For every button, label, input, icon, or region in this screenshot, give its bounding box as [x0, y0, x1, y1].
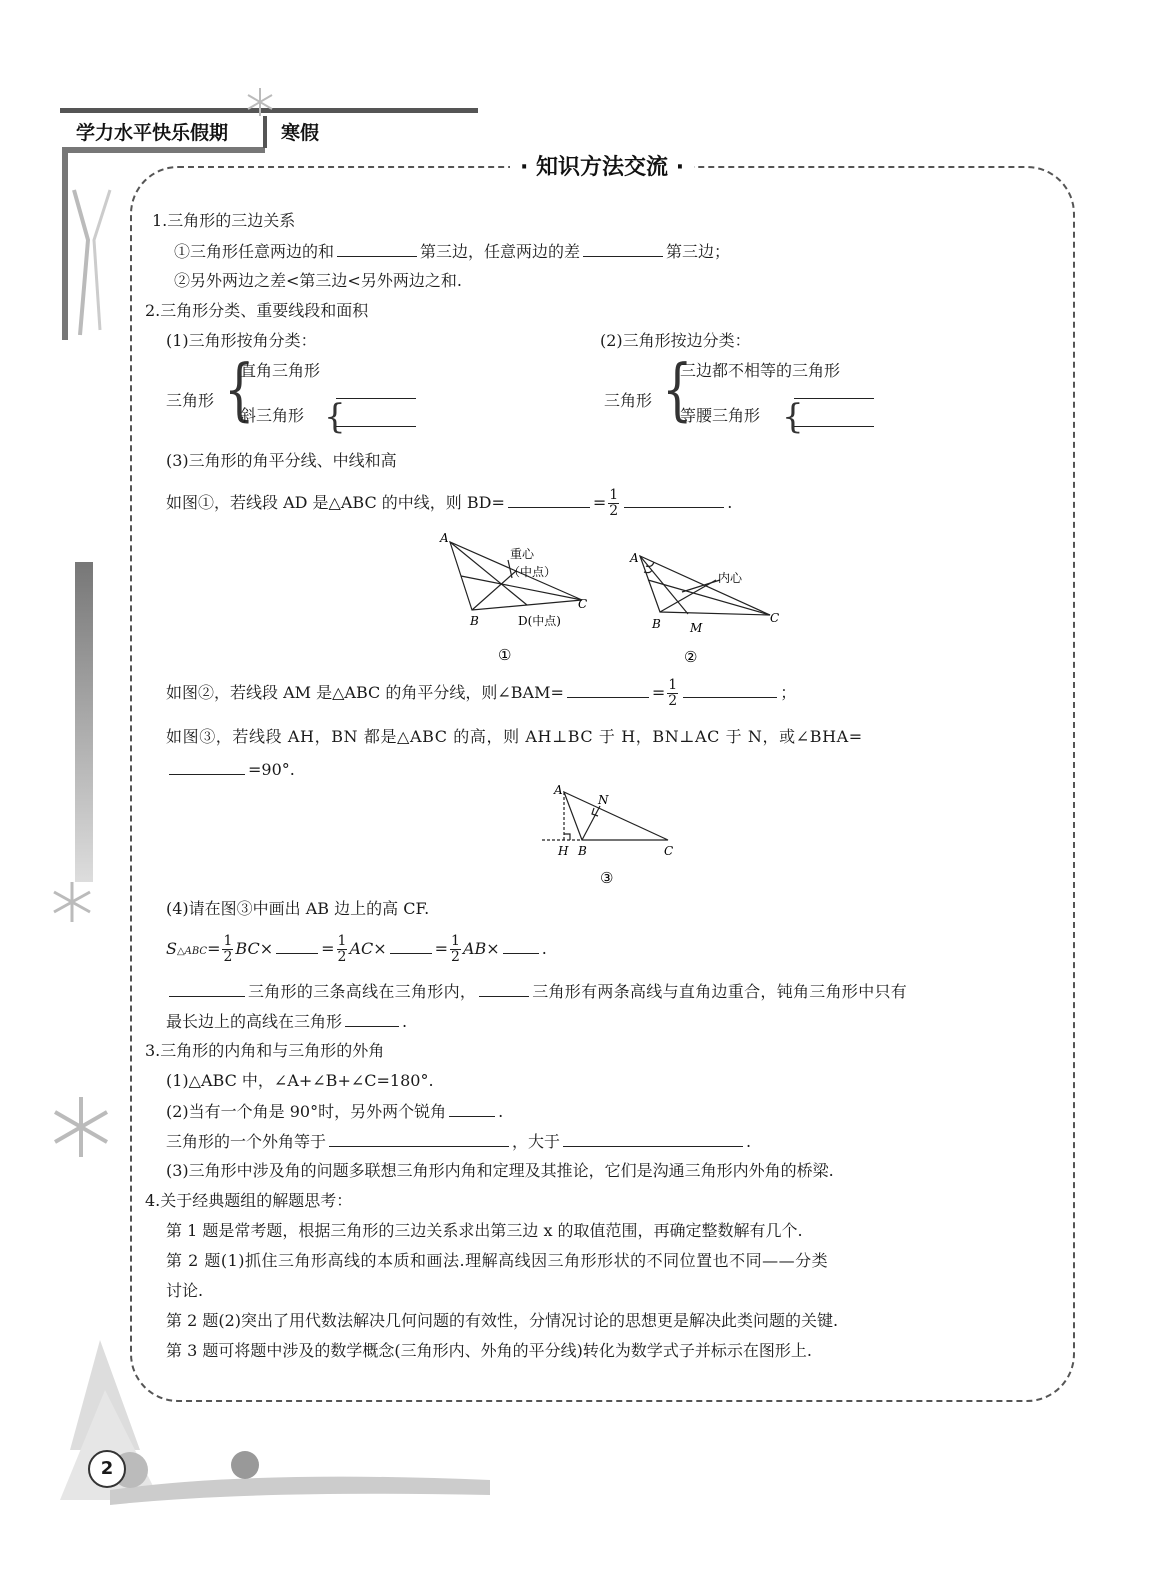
answer-blank[interactable] — [503, 937, 539, 954]
point-label-d: D(中点) — [518, 614, 561, 628]
answer-blank[interactable] — [336, 426, 416, 427]
s4-line2: 第 2 题(1)抓住三角形高线的本质和画法.理解高线因三角形形状的不同位置也不同——分类 — [166, 1251, 829, 1270]
answer-blank[interactable] — [449, 1100, 495, 1117]
answer-blank[interactable] — [794, 426, 874, 427]
s4-title: 4.关于经典题组的解题思考： — [145, 1191, 353, 1210]
point-label-m: M — [690, 621, 703, 635]
answer-blank[interactable] — [563, 1130, 743, 1147]
answer-blank[interactable] — [337, 240, 417, 257]
vertex-label-b: B — [652, 617, 661, 631]
s3-line1: (1)△ABC 中，∠A+∠B+∠C=180°. — [166, 1071, 434, 1090]
s2-part1: (1)三角形按角分类： — [166, 331, 317, 350]
text: AB× — [462, 939, 500, 958]
right-triangle-label: 直角三角形 — [240, 361, 321, 380]
vertex-label-a: A — [630, 551, 639, 565]
text: 第三边； — [666, 242, 731, 261]
page-number-badge — [88, 1450, 126, 1488]
text: BC× — [235, 939, 274, 958]
text: . — [746, 1132, 752, 1151]
figure-3 — [530, 780, 690, 890]
brace: { — [324, 397, 346, 437]
height-statement-line2 — [166, 758, 295, 781]
point-label-n: N — [598, 793, 609, 807]
answer-blank[interactable] — [794, 398, 874, 399]
height-statement-line1: 如图③，若线段 AH，BN 都是△ABC 的高，则 AH⊥BC 于 H，BN⊥AC 于 N，或∠BHA= — [166, 727, 863, 746]
text: 最长边上的高线在三角形 — [166, 1012, 343, 1031]
left-gradient-bar — [75, 562, 93, 882]
answer-blank[interactable] — [583, 240, 663, 257]
answer-blank[interactable] — [624, 491, 724, 508]
text: AC× — [349, 939, 387, 958]
brace: { — [662, 350, 693, 430]
answer-blank[interactable] — [169, 980, 245, 997]
fraction-half: $\frac{1}{2}$ — [337, 933, 347, 965]
text: ，大于 — [512, 1132, 561, 1151]
figure-1 — [430, 530, 610, 670]
brace: { — [782, 397, 804, 437]
text: = — [592, 493, 607, 512]
answer-blank[interactable] — [683, 681, 777, 698]
answer-blank[interactable] — [169, 758, 245, 775]
text: ①三角形任意两边的和 — [174, 242, 335, 261]
answer-blank[interactable] — [329, 1130, 509, 1147]
text: △ABC — [176, 946, 208, 957]
section-title-text: 知识方法交流 — [536, 155, 669, 180]
triangle-label: 三角形 — [166, 391, 215, 410]
vertex-label-c: C — [664, 844, 674, 858]
s2-part2: (2)三角形按边分类： — [600, 331, 751, 350]
s4-line5: 第 3 题可将题中涉及的数学概念(三角形内、外角的平分线)转化为数学式子并标示在图形上. — [166, 1341, 812, 1360]
median-statement — [166, 486, 732, 520]
season-label: 寒假 — [281, 122, 320, 144]
vertex-label-b: B — [470, 614, 479, 628]
figure-caption: ② — [684, 648, 698, 666]
isosceles-triangle-label: 等腰三角形 — [680, 406, 761, 425]
text: . — [498, 1102, 504, 1121]
s3-line2 — [166, 1100, 503, 1123]
fraction-half: $\frac{1}{2}$ — [609, 487, 619, 519]
brace: { — [224, 350, 255, 430]
text: . — [727, 493, 733, 512]
scalene-triangle-label: 三边都不相等的三角形 — [680, 361, 841, 380]
text: = — [207, 939, 221, 958]
midpoint-label: （中点） — [508, 565, 557, 579]
snowflake-icon — [50, 880, 94, 924]
vertex-label-b: B — [578, 844, 587, 858]
text: 三角形有两条高线与直角边重合，钝角三角形中只有 — [532, 982, 908, 1001]
section-title: · 知识方法交流 · — [510, 150, 694, 181]
vertex-label-a: A — [554, 783, 563, 797]
answer-blank[interactable] — [479, 980, 529, 997]
s2-part4: (4)请在图③中画出 AB 边上的高 CF. — [166, 899, 430, 918]
answer-blank[interactable] — [567, 681, 649, 698]
answer-blank[interactable] — [508, 491, 590, 508]
oblique-triangle-label: 斜三角形 — [240, 406, 305, 425]
s1-line1 — [174, 240, 730, 263]
text: S — [166, 939, 177, 958]
point-label-h: H — [558, 844, 569, 858]
bisector-statement — [166, 676, 796, 710]
fraction-half: $\frac{1}{2}$ — [223, 933, 233, 965]
answer-blank[interactable] — [336, 398, 416, 399]
altitude-statement-line1 — [166, 980, 907, 1003]
fraction-half: $\frac{1}{2}$ — [668, 677, 678, 709]
figure-caption: ③ — [600, 869, 614, 887]
text: ； — [780, 683, 797, 702]
text: 如图①，若线段 AD 是△ABC 的中线，则 BD= — [166, 493, 505, 512]
triangle-label: 三角形 — [604, 391, 653, 410]
vertex-label-c: C — [578, 597, 588, 611]
text: 第三边，任意两边的差 — [420, 242, 581, 261]
fraction-half: $\frac{1}{2}$ — [451, 933, 460, 965]
incenter-label: 内心 — [718, 571, 743, 585]
text: . — [402, 1012, 408, 1031]
page-number: 2 — [100, 1458, 114, 1479]
altitude-statement-line2 — [166, 1010, 407, 1033]
centroid-label: 重心 — [510, 547, 535, 561]
vertex-label-c: C — [770, 611, 780, 625]
figure-2 — [620, 540, 800, 670]
s1-title: 1.三角形的三边关系 — [152, 211, 296, 230]
answer-blank[interactable] — [390, 937, 432, 954]
text: 三角形的三条高线在三角形内， — [248, 982, 477, 1001]
answer-blank[interactable] — [276, 937, 318, 954]
s4-line4: 第 2 题(2)突出了用代数法解决几何问题的有效性，分情况讨论的思想更是解决此类问题的关键. — [166, 1311, 839, 1330]
text: (2)当有一个角是 90°时，另外两个锐角 — [166, 1102, 447, 1121]
s3-line4: (3)三角形中涉及角的问题多联想三角形内角和定理及其推论，它们是沟通三角形内外角的桥梁. — [166, 1161, 834, 1180]
s3-line3 — [166, 1130, 751, 1153]
s4-line3: 讨论. — [166, 1281, 204, 1300]
text: = — [434, 939, 449, 958]
answer-blank[interactable] — [345, 1010, 399, 1027]
snowflake-icon — [48, 1094, 114, 1160]
text: 三角形的一个外角等于 — [166, 1132, 327, 1151]
figure-caption: ① — [498, 646, 512, 664]
s2-title: 2.三角形分类、重要线段和面积 — [145, 301, 369, 320]
s2-part3: (3)三角形的角平分线、中线和高 — [166, 451, 397, 470]
area-formula — [166, 932, 547, 969]
text: =90°. — [248, 760, 295, 779]
text: = — [651, 683, 666, 702]
text: = — [321, 939, 335, 958]
text: . — [541, 939, 547, 958]
s1-line2: ②另外两边之差<第三边<另外两边之和. — [174, 271, 462, 290]
text: 如图②，若线段 AM 是△ABC 的角平分线，则∠BAM= — [166, 683, 564, 702]
s3-title: 3.三角形的内角和与三角形的外角 — [145, 1041, 385, 1060]
s4-line1: 第 1 题是常考题，根据三角形的三边关系求出第三边 x 的取值范围，再确定整数解有几个. — [166, 1221, 803, 1240]
vertex-label-a: A — [440, 531, 449, 545]
book-title: 学力水平快乐假期 — [76, 122, 229, 144]
